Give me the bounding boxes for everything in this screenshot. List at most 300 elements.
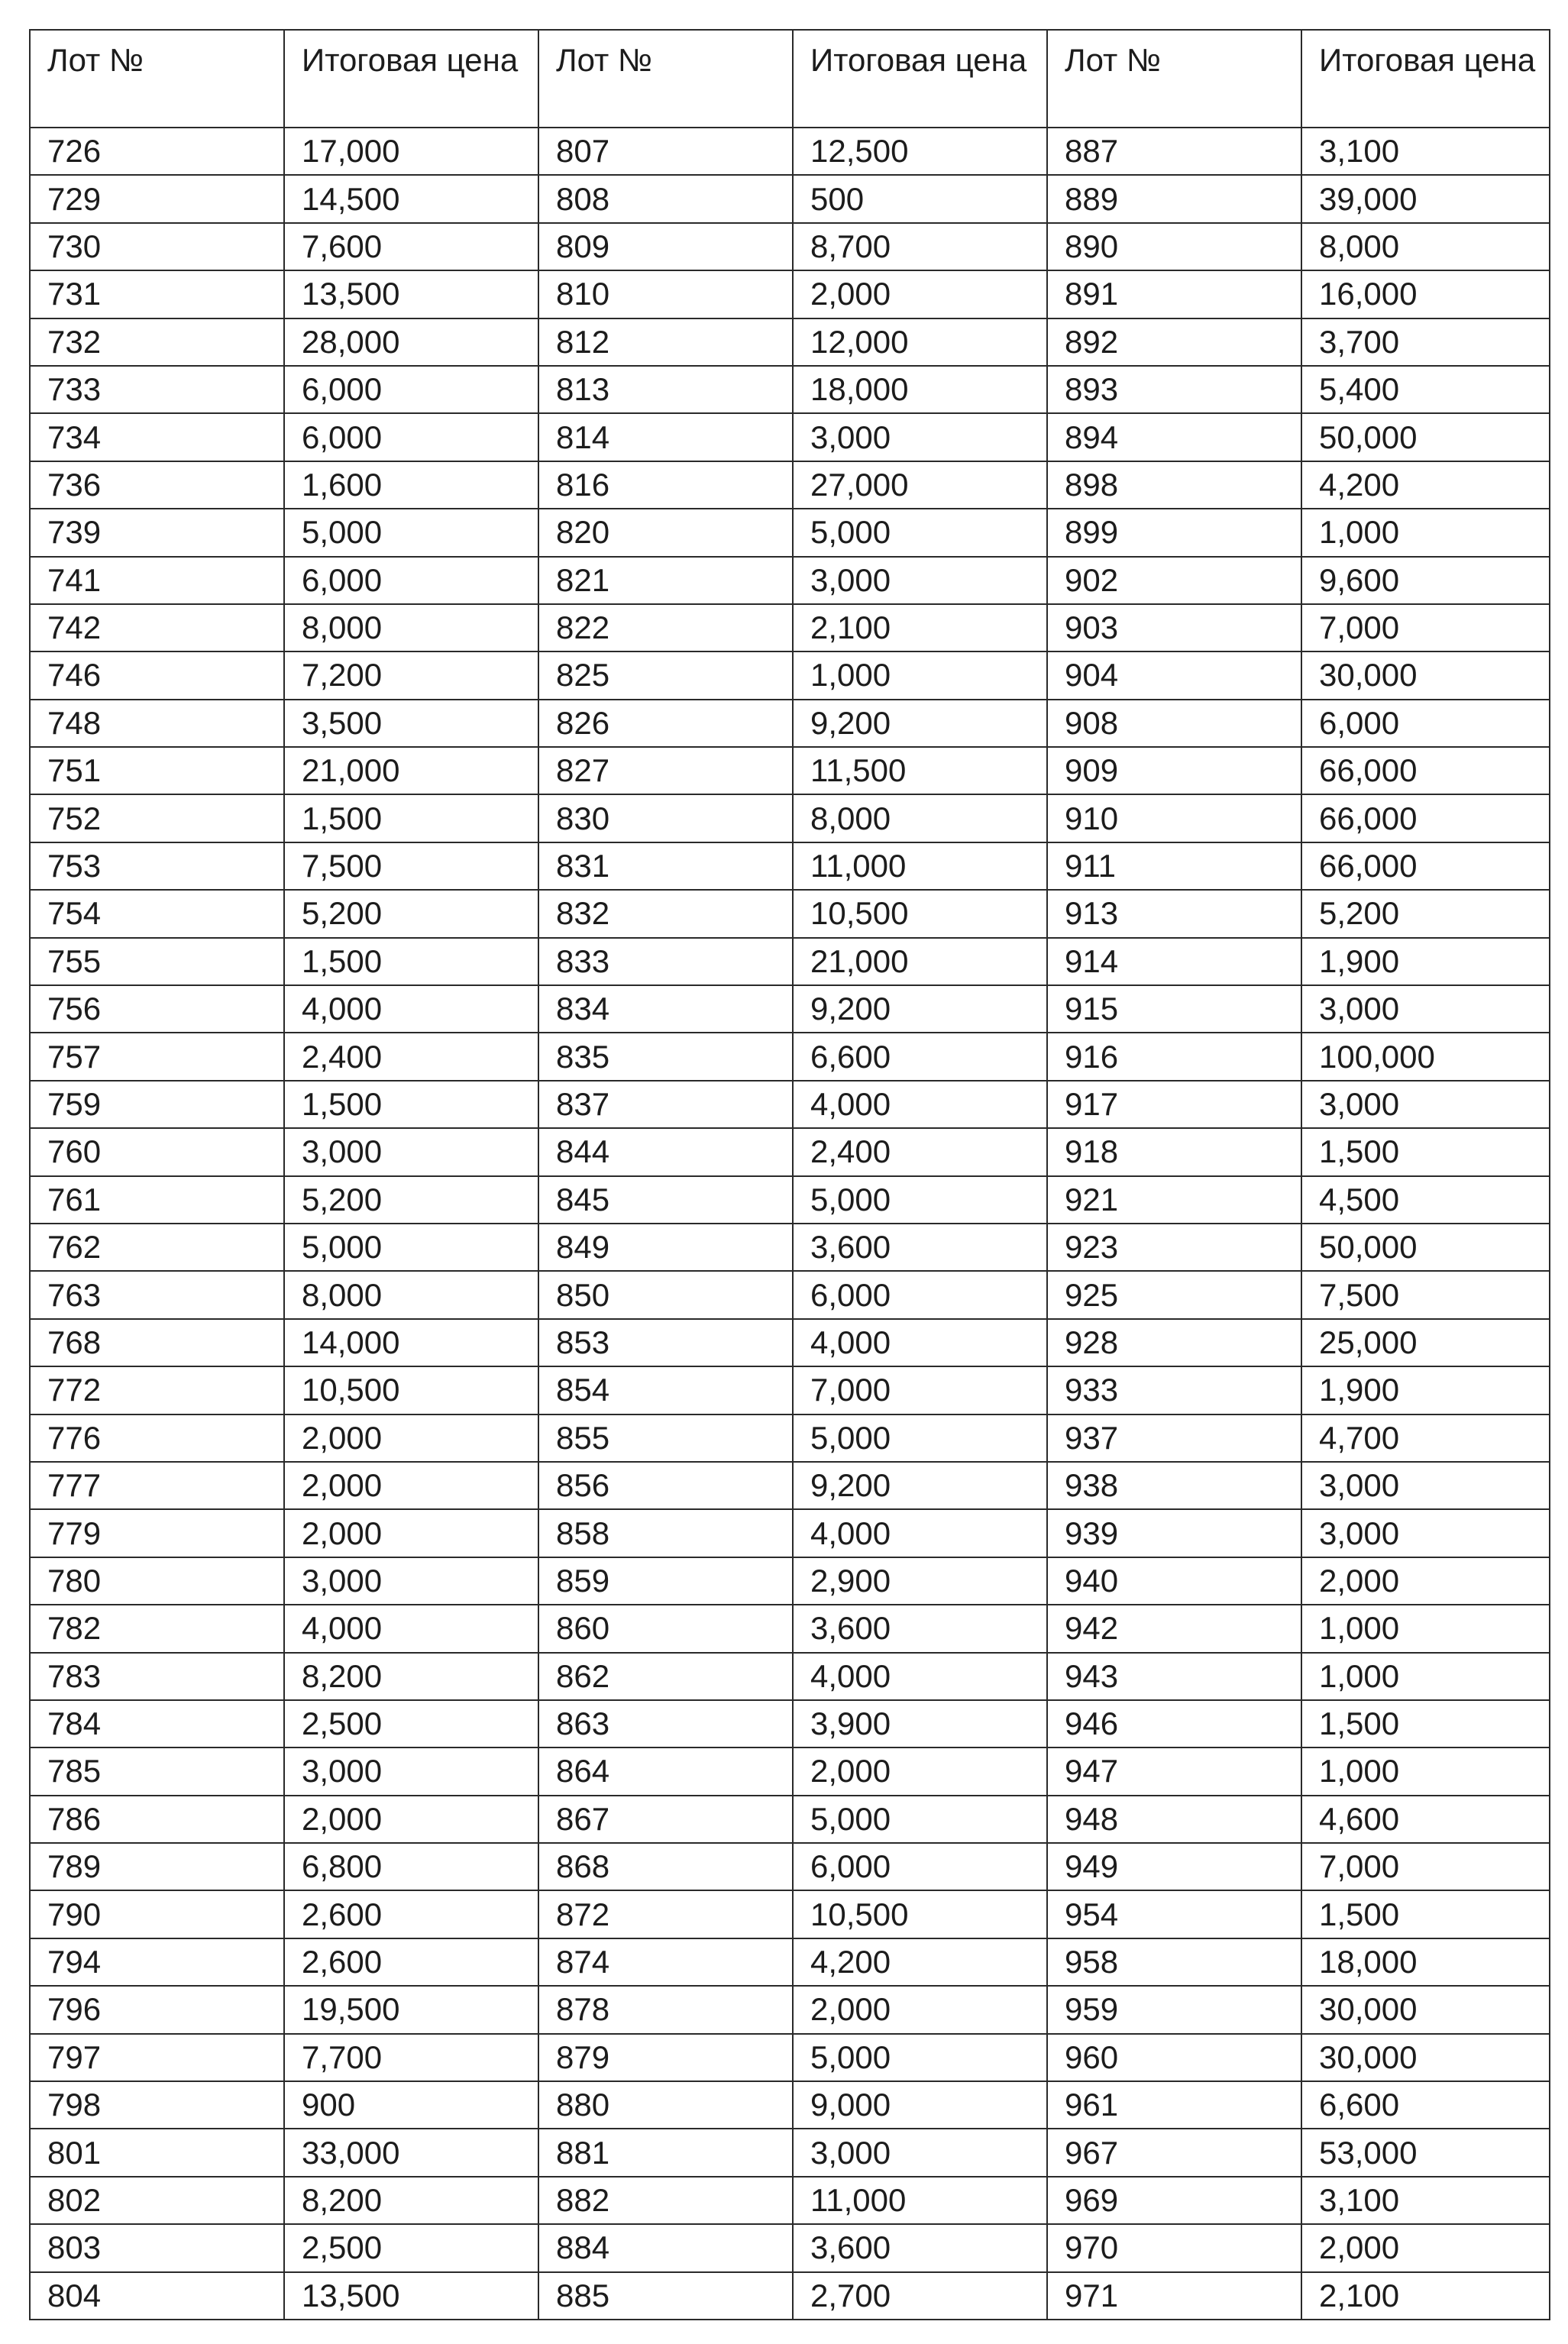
lot-number-cell: 784	[30, 1700, 284, 1747]
table-row	[30, 938, 1550, 985]
table-row	[30, 1462, 1550, 1509]
lot-number-cell: 814	[538, 413, 793, 461]
final-price-cell: 53,000	[1301, 2129, 1550, 2176]
header-lot-number: Лот №	[538, 30, 793, 128]
table-row	[30, 1271, 1550, 1318]
lot-number-cell: 772	[30, 1366, 284, 1414]
lot-number-cell: 887	[1047, 128, 1301, 175]
final-price-cell: 11,500	[793, 747, 1047, 794]
final-price-cell: 18,000	[793, 366, 1047, 413]
lot-number-cell: 960	[1047, 2034, 1301, 2081]
final-price-cell: 5,000	[284, 509, 538, 556]
table-row	[30, 2272, 1550, 2320]
final-price-cell: 2,400	[284, 1033, 538, 1080]
lot-number-cell: 969	[1047, 2177, 1301, 2224]
final-price-cell: 8,700	[793, 223, 1047, 270]
final-price-cell: 6,000	[1301, 700, 1550, 747]
lot-number-cell: 879	[538, 2034, 793, 2081]
lot-number-cell: 845	[538, 1176, 793, 1224]
table-row	[30, 1796, 1550, 1843]
final-price-cell: 4,000	[793, 1653, 1047, 1700]
lot-number-cell: 812	[538, 318, 793, 366]
lot-number-cell: 786	[30, 1796, 284, 1843]
final-price-cell: 9,000	[793, 2081, 1047, 2129]
final-price-cell: 3,100	[1301, 128, 1550, 175]
lot-number-cell: 833	[538, 938, 793, 985]
lot-number-cell: 874	[538, 1938, 793, 1986]
final-price-cell: 4,600	[1301, 1796, 1550, 1843]
table-row	[30, 842, 1550, 890]
lot-number-cell: 780	[30, 1557, 284, 1605]
final-price-cell: 6,000	[793, 1843, 1047, 1890]
lot-number-cell: 826	[538, 700, 793, 747]
lot-number-cell: 914	[1047, 938, 1301, 985]
lot-number-cell: 858	[538, 1509, 793, 1557]
final-price-cell: 2,600	[284, 1938, 538, 1986]
lot-number-cell: 967	[1047, 2129, 1301, 2176]
final-price-cell: 11,000	[793, 2177, 1047, 2224]
lot-number-cell: 859	[538, 1557, 793, 1605]
lot-number-cell: 948	[1047, 1796, 1301, 1843]
lot-number-cell: 732	[30, 318, 284, 366]
final-price-cell: 4,700	[1301, 1414, 1550, 1462]
lot-number-cell: 947	[1047, 1747, 1301, 1795]
final-price-cell: 8,000	[1301, 223, 1550, 270]
final-price-cell: 900	[284, 2081, 538, 2129]
final-price-cell: 1,000	[1301, 1653, 1550, 1700]
final-price-cell: 50,000	[1301, 413, 1550, 461]
lot-number-cell: 797	[30, 2034, 284, 2081]
table-row	[30, 1938, 1550, 1986]
final-price-cell: 1,500	[284, 1081, 538, 1128]
final-price-cell: 13,500	[284, 2272, 538, 2320]
lot-number-cell: 808	[538, 175, 793, 222]
final-price-cell: 14,000	[284, 1319, 538, 1366]
table-row	[30, 985, 1550, 1033]
table-row	[30, 2177, 1550, 2224]
lot-number-cell: 802	[30, 2177, 284, 2224]
table-row	[30, 175, 1550, 222]
final-price-cell: 2,900	[793, 1557, 1047, 1605]
lot-number-cell: 943	[1047, 1653, 1301, 1700]
table-row	[30, 366, 1550, 413]
table-row	[30, 1986, 1550, 2033]
header-row	[30, 30, 1550, 128]
lot-number-cell: 937	[1047, 1414, 1301, 1462]
final-price-cell: 3,600	[793, 2224, 1047, 2271]
table-row	[30, 604, 1550, 651]
final-price-cell: 2,000	[793, 1986, 1047, 2033]
lot-number-cell: 759	[30, 1081, 284, 1128]
final-price-cell: 2,000	[284, 1796, 538, 1843]
lot-number-cell: 890	[1047, 223, 1301, 270]
final-price-cell: 1,500	[1301, 1700, 1550, 1747]
final-price-cell: 7,500	[1301, 1271, 1550, 1318]
lot-number-cell: 790	[30, 1890, 284, 1938]
lot-number-cell: 742	[30, 604, 284, 651]
final-price-cell: 19,500	[284, 1986, 538, 2033]
table-row	[30, 2034, 1550, 2081]
lot-number-cell: 971	[1047, 2272, 1301, 2320]
lot-number-cell: 885	[538, 2272, 793, 2320]
final-price-cell: 8,000	[284, 1271, 538, 1318]
lot-number-cell: 903	[1047, 604, 1301, 651]
lot-number-cell: 959	[1047, 1986, 1301, 2033]
lot-number-cell: 837	[538, 1081, 793, 1128]
final-price-cell: 1,500	[1301, 1890, 1550, 1938]
table-body	[30, 128, 1550, 2320]
lot-number-cell: 913	[1047, 890, 1301, 937]
final-price-cell: 4,500	[1301, 1176, 1550, 1224]
lot-number-cell: 928	[1047, 1319, 1301, 1366]
lot-number-cell: 816	[538, 461, 793, 509]
lot-number-cell: 739	[30, 509, 284, 556]
final-price-cell: 16,000	[1301, 270, 1550, 318]
final-price-cell: 39,000	[1301, 175, 1550, 222]
final-price-cell: 18,000	[1301, 1938, 1550, 1986]
lot-number-cell: 855	[538, 1414, 793, 1462]
final-price-cell: 1,600	[284, 461, 538, 509]
lot-number-cell: 872	[538, 1890, 793, 1938]
final-price-cell: 9,200	[793, 700, 1047, 747]
final-price-cell: 8,200	[284, 2177, 538, 2224]
final-price-cell: 9,600	[1301, 557, 1550, 604]
lot-number-cell: 755	[30, 938, 284, 985]
final-price-cell: 1,500	[284, 938, 538, 985]
lot-number-cell: 942	[1047, 1605, 1301, 1652]
lot-number-cell: 854	[538, 1366, 793, 1414]
lot-number-cell: 736	[30, 461, 284, 509]
table-row	[30, 1366, 1550, 1414]
table-row	[30, 1224, 1550, 1271]
final-price-cell: 1,500	[1301, 1128, 1550, 1175]
final-price-cell: 7,500	[284, 842, 538, 890]
lot-number-cell: 921	[1047, 1176, 1301, 1224]
lot-number-cell: 730	[30, 223, 284, 270]
final-price-cell: 2,000	[1301, 1557, 1550, 1605]
lot-number-cell: 782	[30, 1605, 284, 1652]
lot-number-cell: 762	[30, 1224, 284, 1271]
lot-number-cell: 880	[538, 2081, 793, 2129]
lot-number-cell: 939	[1047, 1509, 1301, 1557]
final-price-cell: 6,000	[284, 413, 538, 461]
final-price-cell: 3,000	[793, 2129, 1047, 2176]
final-price-cell: 5,200	[1301, 890, 1550, 937]
final-price-cell: 7,600	[284, 223, 538, 270]
final-price-cell: 6,000	[284, 557, 538, 604]
lot-number-cell: 904	[1047, 651, 1301, 699]
final-price-cell: 3,500	[284, 700, 538, 747]
table-row	[30, 1033, 1550, 1080]
final-price-cell: 30,000	[1301, 2034, 1550, 2081]
lot-number-cell: 825	[538, 651, 793, 699]
final-price-cell: 2,100	[1301, 2272, 1550, 2320]
final-price-cell: 3,000	[284, 1557, 538, 1605]
lot-number-cell: 804	[30, 2272, 284, 2320]
final-price-cell: 7,000	[1301, 604, 1550, 651]
table-row	[30, 413, 1550, 461]
lot-number-cell: 748	[30, 700, 284, 747]
table-row	[30, 223, 1550, 270]
final-price-cell: 28,000	[284, 318, 538, 366]
lot-number-cell: 970	[1047, 2224, 1301, 2271]
final-price-cell: 3,000	[793, 557, 1047, 604]
final-price-cell: 7,700	[284, 2034, 538, 2081]
table-row	[30, 1509, 1550, 1557]
final-price-cell: 8,000	[284, 604, 538, 651]
final-price-cell: 6,600	[793, 1033, 1047, 1080]
final-price-cell: 4,200	[1301, 461, 1550, 509]
lot-number-cell: 881	[538, 2129, 793, 2176]
lot-number-cell: 860	[538, 1605, 793, 1652]
lot-number-cell: 821	[538, 557, 793, 604]
final-price-cell: 10,500	[793, 890, 1047, 937]
final-price-cell: 4,000	[793, 1081, 1047, 1128]
table-row	[30, 1414, 1550, 1462]
lot-number-cell: 893	[1047, 366, 1301, 413]
lot-number-cell: 864	[538, 1747, 793, 1795]
lot-number-cell: 834	[538, 985, 793, 1033]
table-row	[30, 1843, 1550, 1890]
final-price-cell: 9,200	[793, 985, 1047, 1033]
lot-number-cell: 807	[538, 128, 793, 175]
lot-number-cell: 911	[1047, 842, 1301, 890]
final-price-cell: 5,200	[284, 1176, 538, 1224]
table-row	[30, 128, 1550, 175]
table-row	[30, 2224, 1550, 2271]
lot-number-cell: 754	[30, 890, 284, 937]
final-price-cell: 5,000	[793, 509, 1047, 556]
table-row	[30, 318, 1550, 366]
final-price-cell: 3,900	[793, 1700, 1047, 1747]
final-price-cell: 7,200	[284, 651, 538, 699]
final-price-cell: 21,000	[284, 747, 538, 794]
lot-number-cell: 844	[538, 1128, 793, 1175]
final-price-cell: 4,000	[284, 985, 538, 1033]
table-row	[30, 1176, 1550, 1224]
lot-number-cell: 733	[30, 366, 284, 413]
lot-number-cell: 783	[30, 1653, 284, 1700]
final-price-cell: 2,000	[793, 270, 1047, 318]
lot-number-cell: 756	[30, 985, 284, 1033]
final-price-cell: 3,000	[1301, 985, 1550, 1033]
final-price-cell: 3,000	[1301, 1509, 1550, 1557]
final-price-cell: 3,700	[1301, 318, 1550, 366]
final-price-cell: 5,000	[793, 1176, 1047, 1224]
table-row	[30, 557, 1550, 604]
lot-number-cell: 884	[538, 2224, 793, 2271]
final-price-cell: 2,000	[284, 1509, 538, 1557]
table-row	[30, 651, 1550, 699]
final-price-cell: 2,400	[793, 1128, 1047, 1175]
lot-number-cell: 789	[30, 1843, 284, 1890]
final-price-cell: 66,000	[1301, 747, 1550, 794]
lot-number-cell: 958	[1047, 1938, 1301, 1986]
lot-number-cell: 832	[538, 890, 793, 937]
lot-number-cell: 734	[30, 413, 284, 461]
lot-number-cell: 752	[30, 794, 284, 842]
final-price-cell: 5,000	[284, 1224, 538, 1271]
final-price-cell: 50,000	[1301, 1224, 1550, 1271]
final-price-cell: 2,500	[284, 2224, 538, 2271]
lot-number-cell: 933	[1047, 1366, 1301, 1414]
lot-number-cell: 726	[30, 128, 284, 175]
lot-number-cell: 830	[538, 794, 793, 842]
lot-number-cell: 761	[30, 1176, 284, 1224]
table-row	[30, 890, 1550, 937]
lot-number-cell: 892	[1047, 318, 1301, 366]
lot-number-cell: 853	[538, 1319, 793, 1366]
final-price-cell: 4,000	[284, 1605, 538, 1652]
final-price-cell: 6,000	[793, 1271, 1047, 1318]
final-price-cell: 4,000	[793, 1509, 1047, 1557]
final-price-cell: 5,400	[1301, 366, 1550, 413]
final-price-cell: 8,000	[793, 794, 1047, 842]
final-price-cell: 4,000	[793, 1319, 1047, 1366]
lot-number-cell: 803	[30, 2224, 284, 2271]
lot-number-cell: 938	[1047, 1462, 1301, 1509]
lot-number-cell: 863	[538, 1700, 793, 1747]
final-price-cell: 12,000	[793, 318, 1047, 366]
final-price-cell: 2,000	[793, 1747, 1047, 1795]
final-price-cell: 6,000	[284, 366, 538, 413]
lot-number-cell: 925	[1047, 1271, 1301, 1318]
lot-number-cell: 882	[538, 2177, 793, 2224]
table-row	[30, 794, 1550, 842]
final-price-cell: 5,000	[793, 2034, 1047, 2081]
table-row	[30, 1081, 1550, 1128]
lot-number-cell: 731	[30, 270, 284, 318]
final-price-cell: 30,000	[1301, 651, 1550, 699]
final-price-cell: 1,000	[1301, 1605, 1550, 1652]
lot-number-cell: 794	[30, 1938, 284, 1986]
lot-number-cell: 820	[538, 509, 793, 556]
final-price-cell: 11,000	[793, 842, 1047, 890]
header-lot-number: Лот №	[1047, 30, 1301, 128]
lot-number-cell: 916	[1047, 1033, 1301, 1080]
lot-number-cell: 961	[1047, 2081, 1301, 2129]
table-row	[30, 700, 1550, 747]
final-price-cell: 3,000	[284, 1128, 538, 1175]
lot-number-cell: 908	[1047, 700, 1301, 747]
header-final-price: Итоговая цена	[284, 30, 538, 128]
final-price-cell: 3,100	[1301, 2177, 1550, 2224]
final-price-cell: 2,000	[284, 1414, 538, 1462]
lot-number-cell: 777	[30, 1462, 284, 1509]
final-price-cell: 66,000	[1301, 842, 1550, 890]
final-price-cell: 5,000	[793, 1796, 1047, 1843]
final-price-cell: 3,000	[793, 413, 1047, 461]
lot-number-cell: 899	[1047, 509, 1301, 556]
final-price-cell: 3,600	[793, 1605, 1047, 1652]
lot-number-cell: 801	[30, 2129, 284, 2176]
table-row	[30, 1557, 1550, 1605]
header-lot-number: Лот №	[30, 30, 284, 128]
table-row	[30, 1890, 1550, 1938]
lot-number-cell: 923	[1047, 1224, 1301, 1271]
lot-number-cell: 768	[30, 1319, 284, 1366]
lot-number-cell: 889	[1047, 175, 1301, 222]
lot-number-cell: 796	[30, 1986, 284, 2033]
final-price-cell: 2,700	[793, 2272, 1047, 2320]
final-price-cell: 2,000	[284, 1462, 538, 1509]
lot-number-cell: 909	[1047, 747, 1301, 794]
final-price-cell: 1,000	[793, 651, 1047, 699]
final-price-cell: 2,100	[793, 604, 1047, 651]
lot-number-cell: 891	[1047, 270, 1301, 318]
lot-number-cell: 902	[1047, 557, 1301, 604]
lot-number-cell: 810	[538, 270, 793, 318]
final-price-cell: 10,500	[284, 1366, 538, 1414]
final-price-cell: 25,000	[1301, 1319, 1550, 1366]
lot-number-cell: 915	[1047, 985, 1301, 1033]
table-row	[30, 1747, 1550, 1795]
final-price-cell: 2,500	[284, 1700, 538, 1747]
final-price-cell: 21,000	[793, 938, 1047, 985]
lot-number-cell: 918	[1047, 1128, 1301, 1175]
lot-number-cell: 729	[30, 175, 284, 222]
header-final-price: Итоговая цена	[1301, 30, 1550, 128]
table-row	[30, 747, 1550, 794]
lot-number-cell: 760	[30, 1128, 284, 1175]
final-price-cell: 27,000	[793, 461, 1047, 509]
lot-number-cell: 763	[30, 1271, 284, 1318]
final-price-cell: 1,900	[1301, 938, 1550, 985]
lot-number-cell: 757	[30, 1033, 284, 1080]
final-price-cell: 500	[793, 175, 1047, 222]
final-price-cell: 14,500	[284, 175, 538, 222]
final-price-cell: 3,000	[284, 1747, 538, 1795]
final-price-cell: 8,200	[284, 1653, 538, 1700]
final-price-cell: 9,200	[793, 1462, 1047, 1509]
header-final-price: Итоговая цена	[793, 30, 1047, 128]
table-row	[30, 270, 1550, 318]
final-price-cell: 2,000	[1301, 2224, 1550, 2271]
final-price-cell: 7,000	[1301, 1843, 1550, 1890]
lot-number-cell: 940	[1047, 1557, 1301, 1605]
final-price-cell: 3,600	[793, 1224, 1047, 1271]
final-price-cell: 1,500	[284, 794, 538, 842]
lot-number-cell: 878	[538, 1986, 793, 2033]
final-price-cell: 5,200	[284, 890, 538, 937]
final-price-cell: 100,000	[1301, 1033, 1550, 1080]
final-price-cell: 10,500	[793, 1890, 1047, 1938]
lot-number-cell: 850	[538, 1271, 793, 1318]
lot-number-cell: 741	[30, 557, 284, 604]
lot-number-cell: 949	[1047, 1843, 1301, 1890]
lot-number-cell: 894	[1047, 413, 1301, 461]
table-row	[30, 1319, 1550, 1366]
lot-number-cell: 898	[1047, 461, 1301, 509]
lot-number-cell: 753	[30, 842, 284, 890]
final-price-cell: 4,200	[793, 1938, 1047, 1986]
final-price-cell: 1,900	[1301, 1366, 1550, 1414]
table-row	[30, 2081, 1550, 2129]
lot-number-cell: 867	[538, 1796, 793, 1843]
lot-number-cell: 835	[538, 1033, 793, 1080]
table-row	[30, 461, 1550, 509]
table-row	[30, 2129, 1550, 2176]
final-price-cell: 6,600	[1301, 2081, 1550, 2129]
table-row	[30, 1653, 1550, 1700]
final-price-cell: 33,000	[284, 2129, 538, 2176]
final-price-cell: 7,000	[793, 1366, 1047, 1414]
final-price-cell: 2,600	[284, 1890, 538, 1938]
final-price-cell: 12,500	[793, 128, 1047, 175]
lot-number-cell: 751	[30, 747, 284, 794]
lot-number-cell: 946	[1047, 1700, 1301, 1747]
auction-results-table	[29, 29, 1550, 2320]
